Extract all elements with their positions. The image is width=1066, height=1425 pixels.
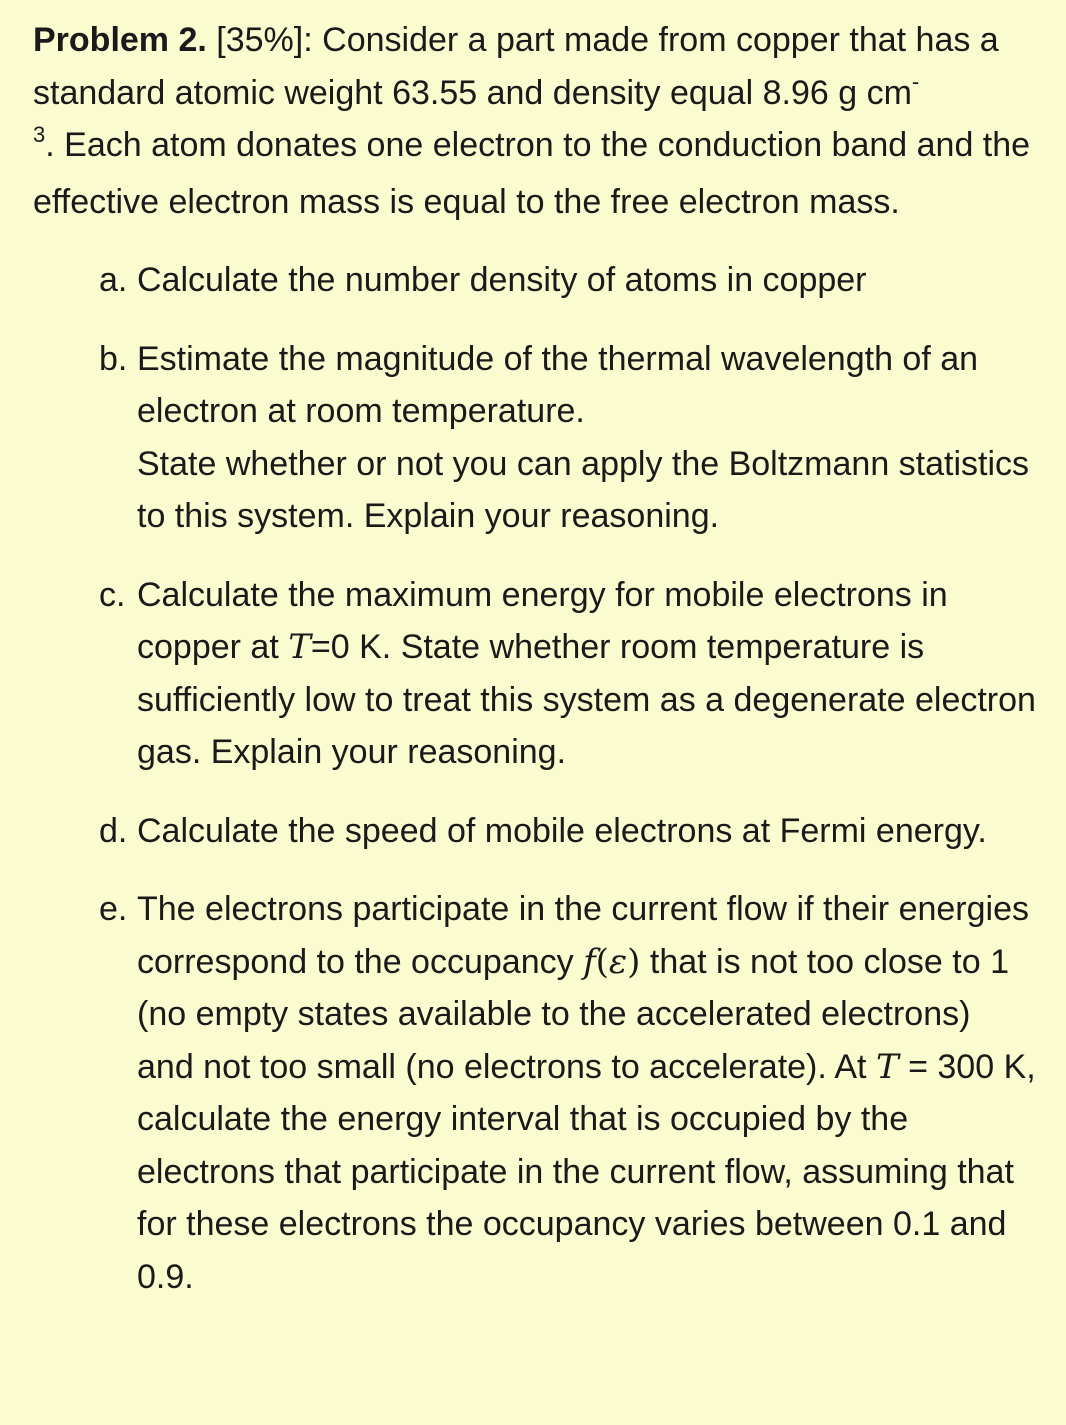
problem-label: Problem 2. [33, 21, 207, 59]
occupancy-close-paren: ) [627, 941, 641, 982]
part-b-line1: Estimate the magnitude of the thermal wavelength of an electron at room temperature. [137, 339, 979, 430]
part-c-text-end: =0 K. State whether room temperature is sufficiently low to treat this system as a degenerate electron gas. Explain your reasoning. [137, 628, 1036, 771]
part-e-text-middle: that is not too close to 1 (no empty states available to the accelerated electrons) and not too small (no electrons to accelerate). At [137, 942, 1009, 1086]
problem-statement [33, 14, 1036, 228]
energy-symbol: ε [608, 941, 628, 982]
part-e-text-start: The electrons participate in the current flow if their energies correspond to the occupancy [137, 890, 1030, 981]
part-a-text: Calculate the number density of atoms in copper [137, 261, 867, 299]
part-e-text [137, 883, 1036, 1303]
part-c [99, 569, 1036, 779]
part-a [99, 254, 1036, 307]
unit-superscript-dash: - [911, 68, 920, 94]
problem-parts-list [33, 254, 1036, 1303]
part-c-marker: c. [99, 575, 126, 614]
occupancy-open-paren: ( [595, 941, 609, 982]
temperature-symbol: T [288, 627, 311, 667]
occupancy-function-symbol: f [583, 941, 596, 982]
problem-intro: Consider a part made from copper that has a standard atomic weight 63.55 and density equal 8.96 g cm [33, 21, 999, 112]
part-b-marker: b. [99, 339, 128, 378]
part-c-text [137, 569, 1036, 779]
problem-intro-continued: . Each atom donates one electron to the conduction band and the effective electron mass is equal to the free electron mass. [33, 126, 1031, 221]
part-e-marker: e. [99, 890, 128, 928]
part-b [99, 333, 1036, 543]
part-e-text-end: = 300 K, calculate the energy interval that is occupied by the electrons that participate in the current flow, assuming that for these electrons the occupancy varies between 0.1 and 0.9. [137, 1047, 1036, 1296]
temperature-symbol: T [875, 1046, 899, 1087]
part-b-line2: State whether or not you can apply the Boltzmann statistics to this system. Explain your reasoning. [137, 444, 1030, 535]
part-a-marker: a. [99, 261, 128, 299]
part-d-text: Calculate the speed of mobile electrons at Fermi energy. [137, 811, 987, 850]
part-c-text-start: Calculate the maximum energy for mobile electrons in copper at [137, 575, 948, 666]
part-e [99, 883, 1036, 1303]
part-d-marker: d. [99, 811, 128, 850]
part-d [99, 805, 1036, 858]
unit-superscript-3: 3 [33, 122, 46, 147]
problem-weight: [35%]: [216, 21, 313, 59]
